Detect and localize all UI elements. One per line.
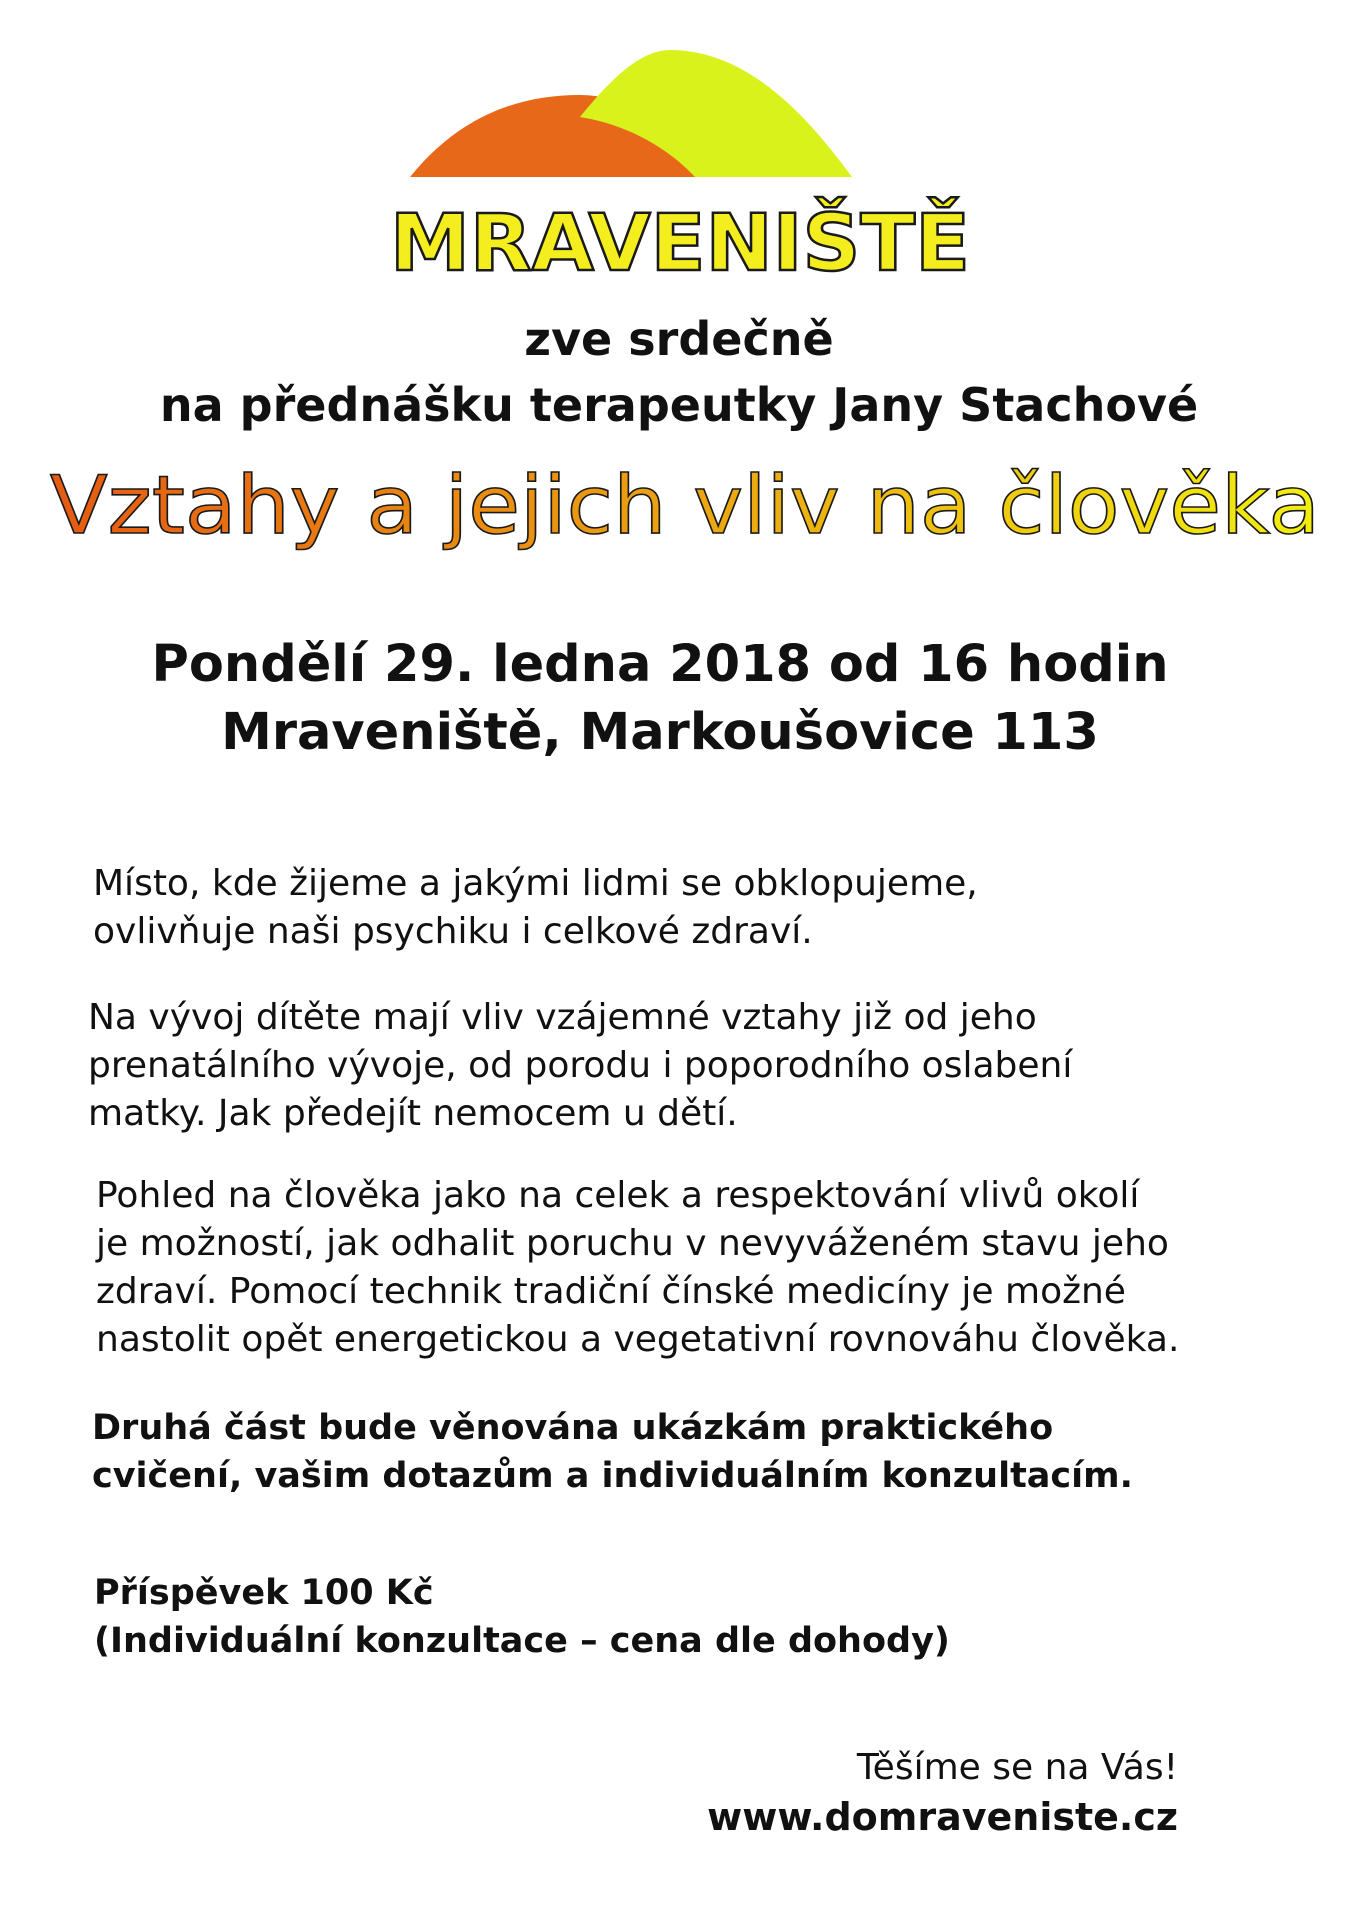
paragraph-holistic-view: [96, 1172, 1179, 1364]
price-line: Příspěvek 100 Kč: [94, 1573, 434, 1613]
paragraph-second-part: [92, 1404, 1133, 1500]
paragraph-line: nastolit opět energetickou a vegetativní rovnováhu člověka.: [96, 1319, 1180, 1360]
event-location: Mraveniště, Markoušovice 113: [221, 703, 1099, 762]
paragraph-price: [94, 1569, 950, 1665]
paragraph-line: prenatálního vývoje, od porodu i poporodního oslabení: [88, 1045, 1073, 1086]
paragraph-line: matky. Jak předejít nemocem u dětí.: [88, 1093, 738, 1134]
price-note: (Individuální konzultace – cena dle dohody): [94, 1621, 950, 1661]
logo-wordmark: MRAVENIŠTĚ: [390, 199, 954, 285]
lecture-title-text: Vztahy a jejich vliv na člověka: [50, 459, 1320, 552]
paragraph-line: zdraví. Pomocí technik tradiční čínské medicíny je možné: [96, 1271, 1126, 1312]
paragraph-line: Na vývoj dítěte mají vliv vzájemné vztahy již od jeho: [88, 997, 1037, 1038]
mraveniste-logo: [370, 45, 990, 285]
invitation-line-2: na přednášku terapeutky Jany Stachové: [159, 378, 1199, 432]
invitation-line-1: zve srdečně: [524, 312, 834, 366]
paragraph-child-development: [88, 994, 1072, 1138]
event-datetime: Pondělí 29. ledna 2018 od 16 hodin: [151, 635, 1169, 694]
lecture-title: [40, 455, 1330, 565]
paragraph-line: cvičení, vašim dotazům a individuálním konzultacím.: [92, 1456, 1133, 1496]
paragraph-line: Druhá část bude věnována ukázkám praktického: [92, 1408, 1054, 1448]
paragraph-line: Pohled na člověka jako na celek a respektování vlivů okolí: [96, 1175, 1140, 1216]
paragraph-line: Místo, kde žijeme a jakými lidmi se obklopujeme,: [93, 863, 978, 904]
paragraph-line: ovlivňuje naši psychiku i celkové zdraví.: [93, 911, 813, 952]
website-link[interactable]: www.domraveniste.cz: [707, 1795, 1178, 1839]
paragraph-environment: [93, 860, 978, 956]
paragraph-line: je možností, jak odhalit poruchu v nevyváženém stavu jeho: [96, 1223, 1169, 1264]
closing-greeting: Těšíme se na Vás!: [856, 1747, 1178, 1788]
